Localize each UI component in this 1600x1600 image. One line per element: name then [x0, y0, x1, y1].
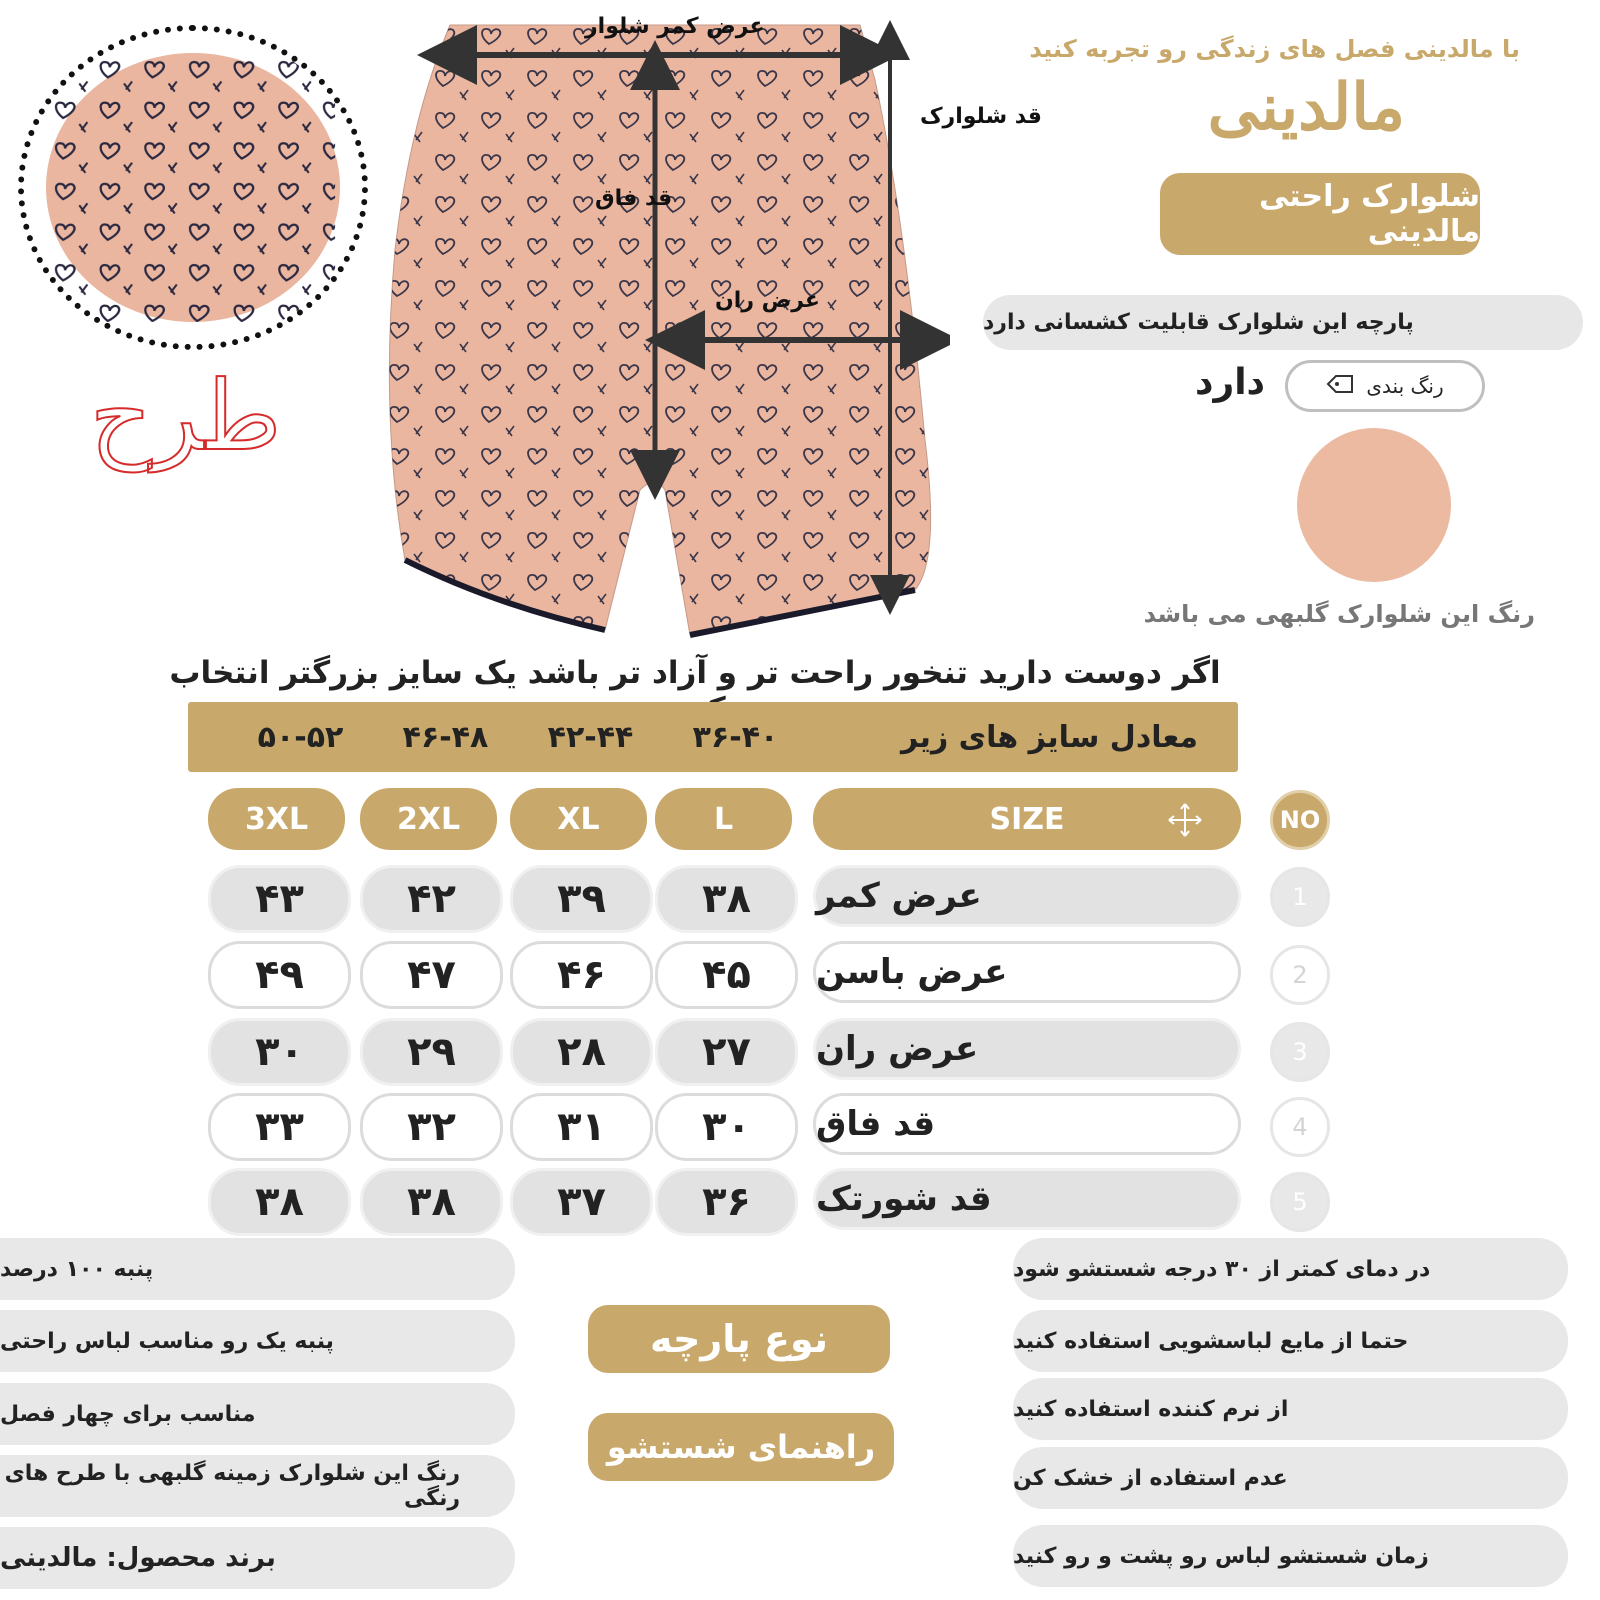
fabric-item: مناسب برای چهار فصل — [0, 1383, 515, 1445]
fabric-item: پنبه یک رو مناسب لباس راحتی — [0, 1310, 515, 1372]
waist-width-label: عرض کمر شلوار — [585, 14, 765, 39]
equivalent-l: ۳۶-۴۰ — [692, 719, 779, 755]
washing-item: عدم استفاده از خشک کن — [1013, 1447, 1568, 1509]
size-advice: اگر دوست دارید تنخور راحت تر و آزاد تر باشد یک سایز بزرگتر انتخاب — [169, 655, 1221, 691]
table-cell: ۳۰ — [655, 1093, 798, 1161]
size-header — [813, 788, 1241, 850]
tagline: با مالدینی فصل های زندگی رو تجربه کنید — [1029, 35, 1520, 63]
table-cell: ۴۶ — [510, 941, 653, 1009]
size-2xl-header: 2XL — [360, 788, 497, 850]
short-length-label: قد شلوارک — [920, 104, 1042, 129]
equivalent-3xl: ۵۰-۵۲ — [257, 719, 344, 755]
brand-logo: مالدینی — [1207, 70, 1405, 145]
table-cell: ۳۶ — [655, 1168, 798, 1236]
stretch-info: پارچه این شلوارک قابلیت کشسانی دارد — [983, 295, 1583, 350]
no-header: NO — [1270, 790, 1330, 850]
table-cell: ۳۳ — [208, 1093, 351, 1161]
table-cell: ۲۸ — [510, 1018, 653, 1086]
row-number: 5 — [1270, 1172, 1330, 1232]
table-cell: ۳۸ — [655, 865, 798, 933]
row-number: 1 — [1270, 867, 1330, 927]
product-title: شلوارک راحتی مالدینی — [1160, 173, 1480, 255]
washing-item: حتما از مایع لباسشویی استفاده کنید — [1013, 1310, 1568, 1372]
table-cell: ۲۹ — [360, 1018, 503, 1086]
equivalents-label: معادل سایز های زیر — [901, 719, 1198, 755]
table-cell: ۳۸ — [360, 1168, 503, 1236]
color-swatch — [1297, 428, 1451, 582]
thigh-width-label: عرض ران — [715, 288, 820, 313]
table-cell: ۴۷ — [360, 941, 503, 1009]
fabric-title: نوع پارچه — [588, 1305, 890, 1373]
resize-icon — [1167, 802, 1203, 846]
table-cell: ۳۲ — [360, 1093, 503, 1161]
row-number: 3 — [1270, 1022, 1330, 1082]
table-cell: ۴۹ — [208, 941, 351, 1009]
equivalent-2xl: ۴۶-۴۸ — [402, 719, 489, 755]
coloring-value: دارد — [1195, 362, 1266, 403]
table-cell: ۳۹ — [510, 865, 653, 933]
equivalent-xl: ۴۲-۴۴ — [547, 719, 634, 755]
rise-label: قد فاق — [595, 186, 673, 211]
row-number: 4 — [1270, 1097, 1330, 1157]
row-label: قد شورتک — [813, 1168, 1241, 1230]
table-cell: ۴۲ — [360, 865, 503, 933]
table-cell: ۲۷ — [655, 1018, 798, 1086]
color-description: رنگ این شلوارک گلبهی می باشد — [1143, 600, 1535, 628]
washing-item: در دمای کمتر از ۳۰ درجه شستشو شود — [1013, 1238, 1568, 1300]
washing-item: زمان شستشو لباس رو پشت و رو کنید — [1013, 1525, 1568, 1587]
fabric-item: برند محصول: مالدینی — [0, 1527, 515, 1589]
row-label: قد فاق — [813, 1093, 1241, 1155]
pattern-swatch — [18, 25, 368, 350]
table-cell: ۳۷ — [510, 1168, 653, 1236]
table-cell: ۳۸ — [208, 1168, 351, 1236]
size-header-label: SIZE — [989, 801, 1065, 837]
size-equivalents-bar — [188, 702, 1238, 772]
washing-item: از نرم کننده استفاده کنید — [1013, 1378, 1568, 1440]
size-l-header: L — [655, 788, 792, 850]
table-cell: ۴۳ — [208, 865, 351, 933]
row-label: عرض کمر — [813, 865, 1241, 927]
fabric-pattern — [46, 53, 340, 322]
pattern-label: طرح — [90, 360, 282, 472]
table-cell: ۳۱ — [510, 1093, 653, 1161]
row-label: عرض ران — [813, 1018, 1241, 1080]
coloring-tag — [1285, 360, 1485, 412]
table-cell: ۴۵ — [655, 941, 798, 1009]
table-cell: ۳۰ — [208, 1018, 351, 1086]
size-3xl-header: 3XL — [208, 788, 345, 850]
shorts-diagram — [385, 20, 950, 645]
size-xl-header: XL — [510, 788, 647, 850]
row-number: 2 — [1270, 945, 1330, 1005]
row-label: عرض باسن — [813, 941, 1241, 1003]
fabric-item: پنبه ۱۰۰ درصد — [0, 1238, 515, 1300]
tag-icon — [1326, 373, 1356, 400]
fabric-item: رنگ این شلوارک زمینه گلبهی با طرح های رنگی — [0, 1455, 515, 1517]
washing-title: راهنمای شستشو — [588, 1413, 894, 1481]
coloring-tag-label: رنگ بندی — [1366, 374, 1444, 398]
